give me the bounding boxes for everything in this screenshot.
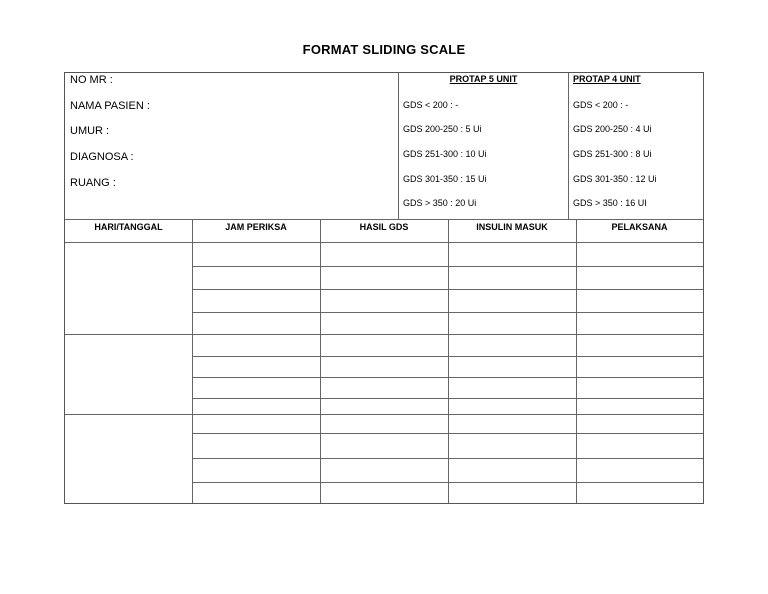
page-title: FORMAT SLIDING SCALE xyxy=(302,42,466,57)
protap5-item: GDS 301-350 : 15 Ui xyxy=(403,174,487,184)
table-row-line xyxy=(192,482,703,483)
column-header-hari-tanggal: HARI/TANGGAL xyxy=(94,222,163,232)
table-row-line xyxy=(192,356,703,357)
divider xyxy=(448,219,449,503)
protap5-heading: PROTAP 5 UNIT xyxy=(449,74,518,84)
table-row-line xyxy=(192,458,703,459)
label-diagnosa: DIAGNOSA : xyxy=(70,151,134,163)
protap4-item: GDS 301-350 : 12 Ui xyxy=(573,174,657,184)
protap5-item: GDS 200-250 : 5 Ui xyxy=(403,124,482,134)
label-ruang: RUANG : xyxy=(70,177,116,189)
divider xyxy=(192,219,193,503)
protap4-item: GDS 200-250 : 4 Ui xyxy=(573,124,652,134)
protap4-heading: PROTAP 4 UNIT xyxy=(573,74,641,84)
table-group-line xyxy=(65,414,703,415)
column-header-jam-periksa: JAM PERIKSA xyxy=(225,222,287,232)
table-row-line xyxy=(192,377,703,378)
table-row-line xyxy=(192,398,703,399)
protap4-item: GDS 251-300 : 8 Ui xyxy=(573,149,652,159)
column-header-pelaksana: PELAKSANA xyxy=(611,222,668,232)
table-row-line xyxy=(192,433,703,434)
divider xyxy=(576,219,577,503)
divider xyxy=(320,219,321,503)
protap5-item: GDS 251-300 : 10 Ui xyxy=(403,149,487,159)
column-header-insulin-masuk: INSULIN MASUK xyxy=(476,222,548,232)
label-nama-pasien: NAMA PASIEN : xyxy=(70,100,150,112)
divider xyxy=(65,242,703,243)
table-row-line xyxy=(192,289,703,290)
divider xyxy=(65,219,703,220)
protap4-item: GDS < 200 : - xyxy=(573,100,629,110)
protap4-item: GDS > 350 : 16 UI xyxy=(573,198,647,208)
sliding-scale-form xyxy=(64,72,704,504)
table-group-line xyxy=(65,334,703,335)
label-no-mr: NO MR : xyxy=(70,74,113,86)
label-umur: UMUR : xyxy=(70,125,110,137)
table-row-line xyxy=(192,266,703,267)
divider xyxy=(568,73,569,219)
protap5-item: GDS < 200 : - xyxy=(403,100,459,110)
divider xyxy=(398,73,399,219)
protap5-item: GDS > 350 : 20 Ui xyxy=(403,198,477,208)
table-row-line xyxy=(192,312,703,313)
column-header-hasil-gds: HASIL GDS xyxy=(359,222,409,232)
